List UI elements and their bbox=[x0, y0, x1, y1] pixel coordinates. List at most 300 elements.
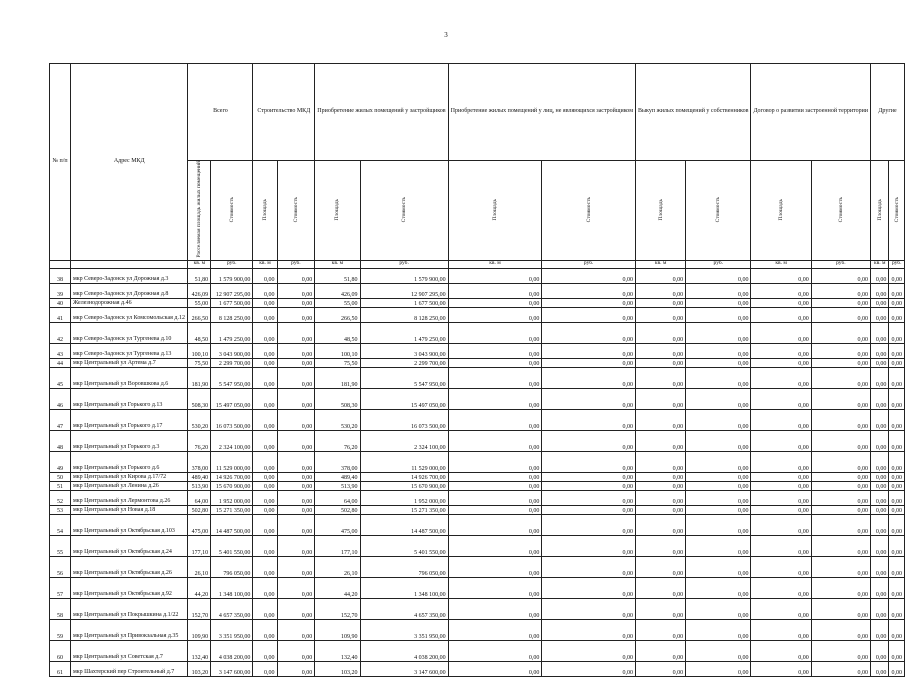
row-area-contract: 0,00 bbox=[751, 598, 811, 619]
row-area-total: 513,90 bbox=[188, 481, 211, 490]
row-area-construction: 0,00 bbox=[253, 430, 277, 451]
row-cost-buyout: 0,00 bbox=[686, 307, 751, 322]
row-cost-construction: 0,00 bbox=[277, 358, 315, 367]
row-cost-acquisition-dev: 14 487 500,00 bbox=[360, 514, 448, 535]
row-cost-construction: 0,00 bbox=[277, 268, 315, 283]
row-cost-buyout: 0,00 bbox=[686, 367, 751, 388]
row-cost-acquisition-dev: 16 073 500,00 bbox=[360, 409, 448, 430]
row-cost-other: 0,00 bbox=[889, 298, 905, 307]
row-area-contract: 0,00 bbox=[751, 535, 811, 556]
row-cost-contract: 0,00 bbox=[811, 490, 870, 505]
table-row bbox=[50, 409, 905, 430]
row-number: 61 bbox=[50, 661, 71, 676]
row-area-acquisition-other: 0,00 bbox=[448, 514, 542, 535]
row-cost-other: 0,00 bbox=[889, 451, 905, 472]
row-area-other: 0,00 bbox=[871, 640, 889, 661]
row-cost-total: 12 907 295,00 bbox=[211, 283, 253, 298]
row-cost-acquisition-other: 0,00 bbox=[542, 283, 636, 298]
row-area-total: 103,20 bbox=[188, 661, 211, 676]
table-row bbox=[50, 343, 905, 358]
row-area-acquisition-dev: 100,10 bbox=[315, 343, 360, 358]
row-area-contract: 0,00 bbox=[751, 481, 811, 490]
row-cost-other: 0,00 bbox=[889, 661, 905, 676]
row-number: 51 bbox=[50, 481, 71, 490]
row-cost-total: 3 043 900,00 bbox=[211, 343, 253, 358]
row-area-construction: 0,00 bbox=[253, 358, 277, 367]
table-row bbox=[50, 268, 905, 283]
row-area-contract: 0,00 bbox=[751, 556, 811, 577]
row-area-buyout: 0,00 bbox=[636, 481, 686, 490]
row-cost-contract: 0,00 bbox=[811, 535, 870, 556]
unit-area: кв. м bbox=[315, 260, 360, 268]
row-cost-buyout: 0,00 bbox=[686, 298, 751, 307]
row-cost-acquisition-other: 0,00 bbox=[542, 451, 636, 472]
row-cost-buyout: 0,00 bbox=[686, 598, 751, 619]
row-area-total: 502,80 bbox=[188, 505, 211, 514]
row-area-buyout: 0,00 bbox=[636, 514, 686, 535]
row-cost-other: 0,00 bbox=[889, 358, 905, 367]
row-area-acquisition-other: 0,00 bbox=[448, 598, 542, 619]
row-area-construction: 0,00 bbox=[253, 322, 277, 343]
row-area-total: 51,80 bbox=[188, 268, 211, 283]
row-area-buyout: 0,00 bbox=[636, 358, 686, 367]
row-area-contract: 0,00 bbox=[751, 430, 811, 451]
row-area-other: 0,00 bbox=[871, 409, 889, 430]
row-area-construction: 0,00 bbox=[253, 598, 277, 619]
row-area-contract: 0,00 bbox=[751, 298, 811, 307]
table-row bbox=[50, 430, 905, 451]
row-cost-total: 16 073 500,00 bbox=[211, 409, 253, 430]
row-area-acquisition-other: 0,00 bbox=[448, 640, 542, 661]
row-cost-total: 5 547 950,00 bbox=[211, 367, 253, 388]
row-area-total: 475,00 bbox=[188, 514, 211, 535]
row-area-acquisition-other: 0,00 bbox=[448, 505, 542, 514]
row-cost-buyout: 0,00 bbox=[686, 451, 751, 472]
row-area-contract: 0,00 bbox=[751, 388, 811, 409]
row-number: 56 bbox=[50, 556, 71, 577]
row-area-buyout: 0,00 bbox=[636, 661, 686, 676]
row-area-acquisition-dev: 51,80 bbox=[315, 268, 360, 283]
row-cost-acquisition-other: 0,00 bbox=[542, 556, 636, 577]
units-row bbox=[50, 260, 905, 268]
row-area-acquisition-dev: 489,40 bbox=[315, 472, 360, 481]
row-address: мкр Центральный ул Горького д.3 bbox=[70, 430, 188, 451]
row-cost-total: 3 147 600,00 bbox=[211, 661, 253, 676]
row-area-contract: 0,00 bbox=[751, 514, 811, 535]
row-cost-contract: 0,00 bbox=[811, 661, 870, 676]
row-cost-construction: 0,00 bbox=[277, 472, 315, 481]
row-cost-other: 0,00 bbox=[889, 481, 905, 490]
row-cost-total: 15 497 050,00 bbox=[211, 388, 253, 409]
row-area-acquisition-other: 0,00 bbox=[448, 367, 542, 388]
row-cost-total: 15 670 900,00 bbox=[211, 481, 253, 490]
row-area-acquisition-dev: 426,09 bbox=[315, 283, 360, 298]
row-area-construction: 0,00 bbox=[253, 514, 277, 535]
table-row bbox=[50, 598, 905, 619]
row-area-other: 0,00 bbox=[871, 505, 889, 514]
row-address: мкр Центральный ул Кирова д.17/72 bbox=[70, 472, 188, 481]
row-cost-total: 1 479 250,00 bbox=[211, 322, 253, 343]
row-area-acquisition-dev: 266,50 bbox=[315, 307, 360, 322]
row-cost-other: 0,00 bbox=[889, 556, 905, 577]
row-number: 53 bbox=[50, 505, 71, 514]
row-cost-other: 0,00 bbox=[889, 283, 905, 298]
row-area-construction: 0,00 bbox=[253, 298, 277, 307]
unit-cost: руб. bbox=[889, 260, 905, 268]
row-cost-acquisition-dev: 14 926 700,00 bbox=[360, 472, 448, 481]
row-cost-other: 0,00 bbox=[889, 535, 905, 556]
row-area-construction: 0,00 bbox=[253, 283, 277, 298]
row-area-contract: 0,00 bbox=[751, 577, 811, 598]
table-row bbox=[50, 505, 905, 514]
row-cost-construction: 0,00 bbox=[277, 577, 315, 598]
row-cost-acquisition-dev: 3 147 600,00 bbox=[360, 661, 448, 676]
row-cost-total: 2 299 700,00 bbox=[211, 358, 253, 367]
row-cost-acquisition-other: 0,00 bbox=[542, 598, 636, 619]
row-cost-construction: 0,00 bbox=[277, 298, 315, 307]
row-cost-buyout: 0,00 bbox=[686, 619, 751, 640]
row-cost-acquisition-dev: 1 952 000,00 bbox=[360, 490, 448, 505]
row-area-acquisition-dev: 378,00 bbox=[315, 451, 360, 472]
row-number: 47 bbox=[50, 409, 71, 430]
row-cost-buyout: 0,00 bbox=[686, 409, 751, 430]
row-area-acquisition-dev: 75,50 bbox=[315, 358, 360, 367]
row-area-acquisition-other: 0,00 bbox=[448, 307, 542, 322]
sub-header-area: Площадь bbox=[448, 161, 542, 261]
row-cost-acquisition-dev: 3 043 900,00 bbox=[360, 343, 448, 358]
row-cost-acquisition-other: 0,00 bbox=[542, 619, 636, 640]
row-address: мкр Северо-Задонск ул Дорожная д.3 bbox=[70, 268, 188, 283]
unit-cost: руб. bbox=[211, 260, 253, 268]
row-address: мкр Северо-Задонск ул Тургенева д.10 bbox=[70, 322, 188, 343]
row-number: 40 bbox=[50, 298, 71, 307]
row-area-other: 0,00 bbox=[871, 514, 889, 535]
row-area-buyout: 0,00 bbox=[636, 409, 686, 430]
row-cost-total: 1 677 500,00 bbox=[211, 298, 253, 307]
row-area-contract: 0,00 bbox=[751, 640, 811, 661]
row-address: мкр Центральный ул Советская д.7 bbox=[70, 640, 188, 661]
row-area-buyout: 0,00 bbox=[636, 322, 686, 343]
row-area-construction: 0,00 bbox=[253, 409, 277, 430]
row-area-other: 0,00 bbox=[871, 598, 889, 619]
row-area-acquisition-dev: 76,20 bbox=[315, 430, 360, 451]
row-area-total: 44,20 bbox=[188, 577, 211, 598]
sub-header-area: Площадь bbox=[636, 161, 686, 261]
row-area-other: 0,00 bbox=[871, 661, 889, 676]
row-address: мкр Центральный ул Горького д.6 bbox=[70, 451, 188, 472]
row-cost-total: 14 926 700,00 bbox=[211, 472, 253, 481]
row-area-acquisition-other: 0,00 bbox=[448, 298, 542, 307]
group-header-total: Всего bbox=[188, 64, 253, 161]
row-cost-acquisition-other: 0,00 bbox=[542, 358, 636, 367]
row-cost-acquisition-dev: 5 401 550,00 bbox=[360, 535, 448, 556]
row-area-construction: 0,00 bbox=[253, 343, 277, 358]
row-cost-construction: 0,00 bbox=[277, 409, 315, 430]
row-cost-acquisition-dev: 796 050,00 bbox=[360, 556, 448, 577]
row-area-total: 530,20 bbox=[188, 409, 211, 430]
row-area-construction: 0,00 bbox=[253, 451, 277, 472]
row-cost-other: 0,00 bbox=[889, 409, 905, 430]
row-cost-buyout: 0,00 bbox=[686, 661, 751, 676]
row-area-acquisition-other: 0,00 bbox=[448, 577, 542, 598]
row-cost-construction: 0,00 bbox=[277, 322, 315, 343]
row-cost-acquisition-other: 0,00 bbox=[542, 472, 636, 481]
row-address: мкр Центральный ул Привокзальная д.35 bbox=[70, 619, 188, 640]
row-cost-acquisition-other: 0,00 bbox=[542, 577, 636, 598]
row-area-buyout: 0,00 bbox=[636, 367, 686, 388]
table-row bbox=[50, 640, 905, 661]
row-cost-other: 0,00 bbox=[889, 505, 905, 514]
row-address: мкр Центральный ул Лермонтова д.26 bbox=[70, 490, 188, 505]
row-area-acquisition-dev: 132,40 bbox=[315, 640, 360, 661]
group-header-construction: Строительство МКД bbox=[253, 64, 315, 161]
row-cost-acquisition-other: 0,00 bbox=[542, 535, 636, 556]
row-cost-total: 796 050,00 bbox=[211, 556, 253, 577]
row-address: мкр Центральный ул Горького д.17 bbox=[70, 409, 188, 430]
row-cost-other: 0,00 bbox=[889, 577, 905, 598]
row-cost-contract: 0,00 bbox=[811, 598, 870, 619]
row-area-acquisition-other: 0,00 bbox=[448, 430, 542, 451]
row-address: мкр Центральный ул Октябрьская д.103 bbox=[70, 514, 188, 535]
row-area-buyout: 0,00 bbox=[636, 505, 686, 514]
row-cost-total: 4 038 200,00 bbox=[211, 640, 253, 661]
row-number: 42 bbox=[50, 322, 71, 343]
table-row bbox=[50, 535, 905, 556]
row-cost-acquisition-dev: 4 657 350,00 bbox=[360, 598, 448, 619]
unit-area: кв. м bbox=[636, 260, 686, 268]
table-row bbox=[50, 322, 905, 343]
row-area-acquisition-dev: 530,20 bbox=[315, 409, 360, 430]
row-cost-contract: 0,00 bbox=[811, 577, 870, 598]
row-cost-contract: 0,00 bbox=[811, 283, 870, 298]
row-cost-construction: 0,00 bbox=[277, 598, 315, 619]
group-header-buyout: Выкуп жилых помещений у собственников bbox=[636, 64, 751, 161]
row-cost-acquisition-other: 0,00 bbox=[542, 322, 636, 343]
sub-header-area: Площадь bbox=[751, 161, 811, 261]
row-area-total: 75,50 bbox=[188, 358, 211, 367]
row-cost-acquisition-other: 0,00 bbox=[542, 343, 636, 358]
row-cost-other: 0,00 bbox=[889, 322, 905, 343]
row-number: 50 bbox=[50, 472, 71, 481]
row-address: Железнодорожная д.46 bbox=[70, 298, 188, 307]
unit-cost: руб. bbox=[811, 260, 870, 268]
row-cost-contract: 0,00 bbox=[811, 451, 870, 472]
table-row bbox=[50, 577, 905, 598]
row-cost-acquisition-other: 0,00 bbox=[542, 298, 636, 307]
table-row bbox=[50, 481, 905, 490]
col-header-address: Адрес МКД bbox=[70, 64, 188, 261]
row-area-buyout: 0,00 bbox=[636, 535, 686, 556]
row-area-total: 64,00 bbox=[188, 490, 211, 505]
row-cost-acquisition-other: 0,00 bbox=[542, 388, 636, 409]
unit-area: кв. м bbox=[751, 260, 811, 268]
row-cost-construction: 0,00 bbox=[277, 490, 315, 505]
row-area-other: 0,00 bbox=[871, 481, 889, 490]
row-address: мкр Центральный ул Новая д.18 bbox=[70, 505, 188, 514]
row-area-acquisition-dev: 502,80 bbox=[315, 505, 360, 514]
row-area-acquisition-dev: 181,90 bbox=[315, 367, 360, 388]
row-area-acquisition-other: 0,00 bbox=[448, 268, 542, 283]
row-cost-acquisition-dev: 5 547 950,00 bbox=[360, 367, 448, 388]
row-cost-contract: 0,00 bbox=[811, 307, 870, 322]
unit-cost: руб. bbox=[277, 260, 315, 268]
table-row bbox=[50, 367, 905, 388]
row-area-contract: 0,00 bbox=[751, 490, 811, 505]
row-cost-total: 14 487 500,00 bbox=[211, 514, 253, 535]
table-body bbox=[50, 268, 905, 676]
row-area-construction: 0,00 bbox=[253, 490, 277, 505]
row-cost-contract: 0,00 bbox=[811, 358, 870, 367]
row-area-other: 0,00 bbox=[871, 367, 889, 388]
row-cost-contract: 0,00 bbox=[811, 298, 870, 307]
row-cost-acquisition-other: 0,00 bbox=[542, 307, 636, 322]
row-cost-buyout: 0,00 bbox=[686, 283, 751, 298]
row-cost-acquisition-dev: 1 479 250,00 bbox=[360, 322, 448, 343]
row-number: 52 bbox=[50, 490, 71, 505]
row-area-contract: 0,00 bbox=[751, 283, 811, 298]
table-row bbox=[50, 358, 905, 367]
row-area-contract: 0,00 bbox=[751, 367, 811, 388]
row-area-total: 426,09 bbox=[188, 283, 211, 298]
resettlement-table bbox=[49, 63, 905, 677]
sub-header-cost: Стоимость bbox=[277, 161, 315, 261]
unit-cost: руб. bbox=[686, 260, 751, 268]
row-area-total: 181,90 bbox=[188, 367, 211, 388]
row-cost-other: 0,00 bbox=[889, 598, 905, 619]
row-cost-contract: 0,00 bbox=[811, 322, 870, 343]
sub-header-area: Площадь bbox=[871, 161, 889, 261]
row-area-acquisition-other: 0,00 bbox=[448, 322, 542, 343]
row-area-other: 0,00 bbox=[871, 472, 889, 481]
row-cost-buyout: 0,00 bbox=[686, 640, 751, 661]
row-cost-buyout: 0,00 bbox=[686, 268, 751, 283]
row-cost-acquisition-dev: 1 348 100,00 bbox=[360, 577, 448, 598]
row-address: мкр Шахтерский пер Строительный д.7 bbox=[70, 661, 188, 676]
row-area-construction: 0,00 bbox=[253, 661, 277, 676]
row-cost-buyout: 0,00 bbox=[686, 481, 751, 490]
row-area-buyout: 0,00 bbox=[636, 343, 686, 358]
row-cost-construction: 0,00 bbox=[277, 388, 315, 409]
row-cost-acquisition-dev: 15 670 900,00 bbox=[360, 481, 448, 490]
row-cost-acquisition-other: 0,00 bbox=[542, 409, 636, 430]
row-cost-acquisition-other: 0,00 bbox=[542, 514, 636, 535]
row-area-construction: 0,00 bbox=[253, 268, 277, 283]
group-header-contract: Договор о развитии застроенной территории bbox=[751, 64, 871, 161]
row-cost-other: 0,00 bbox=[889, 640, 905, 661]
sub-header-cost: Стоимость bbox=[542, 161, 636, 261]
row-area-other: 0,00 bbox=[871, 388, 889, 409]
row-cost-buyout: 0,00 bbox=[686, 322, 751, 343]
row-cost-contract: 0,00 bbox=[811, 514, 870, 535]
row-area-acquisition-other: 0,00 bbox=[448, 661, 542, 676]
row-cost-contract: 0,00 bbox=[811, 505, 870, 514]
row-area-other: 0,00 bbox=[871, 298, 889, 307]
row-number: 44 bbox=[50, 358, 71, 367]
sub-header-cost: Стоимость bbox=[811, 161, 870, 261]
row-area-construction: 0,00 bbox=[253, 535, 277, 556]
row-area-buyout: 0,00 bbox=[636, 268, 686, 283]
row-area-contract: 0,00 bbox=[751, 343, 811, 358]
row-cost-buyout: 0,00 bbox=[686, 556, 751, 577]
row-area-acquisition-dev: 48,50 bbox=[315, 322, 360, 343]
row-number: 39 bbox=[50, 283, 71, 298]
row-cost-contract: 0,00 bbox=[811, 388, 870, 409]
row-area-construction: 0,00 bbox=[253, 367, 277, 388]
row-area-buyout: 0,00 bbox=[636, 451, 686, 472]
row-area-total: 489,40 bbox=[188, 472, 211, 481]
row-number: 43 bbox=[50, 343, 71, 358]
row-cost-other: 0,00 bbox=[889, 514, 905, 535]
row-cost-construction: 0,00 bbox=[277, 535, 315, 556]
row-area-other: 0,00 bbox=[871, 283, 889, 298]
table-row bbox=[50, 283, 905, 298]
row-area-acquisition-other: 0,00 bbox=[448, 343, 542, 358]
row-cost-construction: 0,00 bbox=[277, 640, 315, 661]
row-area-buyout: 0,00 bbox=[636, 472, 686, 481]
row-area-other: 0,00 bbox=[871, 619, 889, 640]
row-cost-acquisition-dev: 12 907 295,00 bbox=[360, 283, 448, 298]
row-area-buyout: 0,00 bbox=[636, 307, 686, 322]
row-cost-total: 1 348 100,00 bbox=[211, 577, 253, 598]
header-row-groups bbox=[50, 64, 905, 161]
row-area-buyout: 0,00 bbox=[636, 640, 686, 661]
table-row bbox=[50, 451, 905, 472]
row-address: мкр Центральный ул Артема д.7 bbox=[70, 358, 188, 367]
unit-area: кв. м bbox=[871, 260, 889, 268]
row-area-acquisition-dev: 103,20 bbox=[315, 661, 360, 676]
row-area-other: 0,00 bbox=[871, 322, 889, 343]
row-area-contract: 0,00 bbox=[751, 451, 811, 472]
table-row bbox=[50, 472, 905, 481]
row-area-acquisition-dev: 55,00 bbox=[315, 298, 360, 307]
row-cost-acquisition-dev: 1 579 900,00 bbox=[360, 268, 448, 283]
sub-header-area: Площадь bbox=[315, 161, 360, 261]
row-number: 41 bbox=[50, 307, 71, 322]
row-area-acquisition-other: 0,00 bbox=[448, 388, 542, 409]
row-cost-other: 0,00 bbox=[889, 367, 905, 388]
row-area-total: 55,00 bbox=[188, 298, 211, 307]
col-header-num: № п/п bbox=[50, 64, 71, 261]
row-area-total: 26,10 bbox=[188, 556, 211, 577]
table-row bbox=[50, 388, 905, 409]
row-area-total: 76,20 bbox=[188, 430, 211, 451]
row-cost-construction: 0,00 bbox=[277, 556, 315, 577]
row-number: 59 bbox=[50, 619, 71, 640]
row-cost-acquisition-dev: 15 271 350,00 bbox=[360, 505, 448, 514]
row-cost-acquisition-other: 0,00 bbox=[542, 661, 636, 676]
row-address: мкр Центральный ул Покрышкина д.1/22 bbox=[70, 598, 188, 619]
row-cost-contract: 0,00 bbox=[811, 472, 870, 481]
row-area-buyout: 0,00 bbox=[636, 298, 686, 307]
row-cost-construction: 0,00 bbox=[277, 619, 315, 640]
row-area-buyout: 0,00 bbox=[636, 619, 686, 640]
group-header-acquisition-dev: Приобретение жилых помещений у застройщиков bbox=[315, 64, 448, 161]
row-cost-buyout: 0,00 bbox=[686, 472, 751, 481]
row-area-buyout: 0,00 bbox=[636, 430, 686, 451]
row-area-acquisition-dev: 508,30 bbox=[315, 388, 360, 409]
row-number: 48 bbox=[50, 430, 71, 451]
row-cost-acquisition-dev: 8 128 250,00 bbox=[360, 307, 448, 322]
row-area-acquisition-dev: 64,00 bbox=[315, 490, 360, 505]
row-area-total: 100,10 bbox=[188, 343, 211, 358]
row-area-acquisition-other: 0,00 bbox=[448, 490, 542, 505]
row-area-construction: 0,00 bbox=[253, 640, 277, 661]
row-area-other: 0,00 bbox=[871, 307, 889, 322]
row-area-contract: 0,00 bbox=[751, 619, 811, 640]
row-cost-other: 0,00 bbox=[889, 343, 905, 358]
row-area-contract: 0,00 bbox=[751, 661, 811, 676]
row-area-other: 0,00 bbox=[871, 535, 889, 556]
